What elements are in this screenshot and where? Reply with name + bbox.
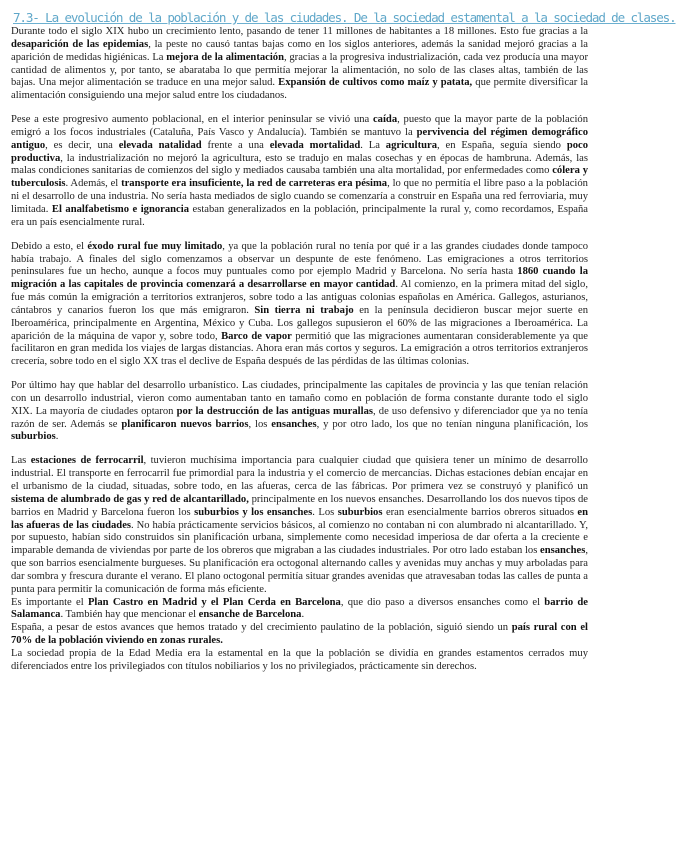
text-run: España, a pesar de estos avances que hemos tratado y del crecimiento paulatino de la población, siguió siendo un — [11, 622, 512, 634]
text-run: La sociedad propia de la Edad Media era la estamental en la que la población se dividía en grandes estamentos cerrados muy diferenciados entre los privilegiados con títulos nobiliarios y los no privilegiados, prácticamente sin derechos. — [11, 647, 588, 672]
bold-run: agricultura — [385, 139, 437, 151]
bold-run: suburbios — [337, 506, 383, 518]
bold-run: Plan Castro en Madrid y el Plan Cerda en Barcelona — [87, 596, 341, 608]
text-run: eran esencialmente barrios obreros situados — [382, 506, 578, 518]
text-run: . — [301, 609, 305, 621]
bold-run: 1860 cuando la migración a las capitales de provincia comenzará a desarrollarse en mayor cantidad — [11, 266, 588, 291]
text-run: , que dio paso a diversos ensanches como el — [340, 596, 545, 608]
bold-run: El analfabetismo e ignorancia — [51, 203, 189, 215]
text-run: Debido a esto, el — [11, 240, 88, 252]
text-run: Las — [11, 455, 31, 467]
paragraph-population-growth — [11, 26, 588, 103]
bold-run: planificaron nuevos barrios — [121, 418, 249, 430]
text-run: , que son barrios esencialmente burgueses. Su planificación era octogonal alternando calles y avenidas muy anchas y muy arboladas para dar sombra y frescura durante el verano. El plano octogonal permitía situar grandes avenidas que atravesaban todas las calles de punta a punta para permitir la comunicación de forma más eficiente. — [11, 545, 588, 595]
text-run: Por último hay que hablar del desarrollo urbanístico. Las ciudades, principalmente las capitales de provincia y las que tenían relación con un desarrollo industrial, vieron como aumentaban tanto en tamaño como en población de forma constante durante todo el siglo XIX. La mayoría de ciudades optaron — [11, 380, 588, 417]
paragraph-estate-society — [11, 648, 588, 674]
paragraph-urban-development — [11, 380, 588, 444]
bold-run: pervivencia del régimen demográfico antiguo — [11, 126, 588, 151]
bold-run: desaparición de las epidemias — [11, 38, 149, 50]
bold-run: barrio de Salamanca — [11, 596, 588, 621]
text-run: estaban generalizados en la población, principalmente la rural y, como recordamos, España era un país esencialmente rural. — [11, 203, 588, 228]
bold-run: sistema de alumbrado de gas y red de alcantarillado, — [11, 493, 249, 505]
text-run: , tuvieron muchísima importancia para cualquier ciudad que quisiera tener un mínimo de desarrollo industrial. El transporte en ferrocarril fue primordial para la industria y el comercio de mercancías. Dichas estaciones debían encajar en el urbanismo de la ciudad, situadas, sobre todo, en las afueras, cerca de las fábricas. Por primera vez se construyó y planificó un — [11, 455, 588, 492]
text-run: , en España, seguía siendo — [437, 139, 567, 151]
bold-run: ensanches — [540, 545, 586, 557]
paragraph-railway-stations — [11, 455, 588, 596]
text-run: , la peste no causó tantas bajas como en los siglos anteriores, además la sanidad mejoró gracias a la aparición de medidas higiénicas. La — [11, 38, 588, 63]
text-run: , lo que no permitía el libre paso a la población ni el desarrollo de una industria. No sería hasta mediados de siglo cuando se comenzaría a construir en España una red ferroviaria, muy limitada. — [11, 178, 588, 215]
paragraph-urban-plans — [11, 597, 588, 623]
bold-run: caída — [372, 114, 398, 126]
text-run: , de uso defensivo y diferenciador que ya no tenía razón de ser. Además se — [11, 405, 588, 430]
text-run: . Además, el — [65, 178, 122, 190]
text-run: . Los — [312, 506, 338, 518]
text-run: , puesto que la mayor parte de la población emigró a los focos industriales (Cataluña, País Vasco y Andalucía). También se mantuvo la — [11, 114, 588, 138]
text-run: , gracias a la progresiva industrialización, cada vez producía una mayor cantidad de alimentos y, por tanto, se abarataba lo que permitía mejorar la alimentación, no solo de las clases altas, también de las bajas. Una mejor alimentación se traduce en una mejor salud. — [11, 51, 589, 89]
text-run: Durante todo el siglo XIX hubo un crecimiento lento, pasando de tener 11 millones de habitantes a 18 millones. Esto fue gracias a la — [11, 26, 588, 37]
bold-run: Expansión de cultivos como maíz y patata, — [278, 77, 473, 89]
bold-run: por la destrucción de las antiguas murallas — [176, 405, 373, 417]
bold-run: ensanches — [271, 418, 317, 430]
paragraph-rural-exodus — [11, 241, 588, 369]
paragraph-rural-country — [11, 622, 588, 648]
text-run: . No había prácticamente servicios básicos, al comienzo no contaban ni con alumbrado ni alcantarillado. Y, por supuesto, habían sido construidos sin planificación urbana, simplemente como necesidad imperiosa de dar oferta a la creciente e imparable demanda de viviendas por parte de los obreros que migraban a las ciudades industriales. Por otro lado estaban los — [11, 519, 588, 557]
text-run: en la península decidieron buscar mejor suerte en Iberoamérica, principalmente en Argentina, México y Cuba. Los gallegos supusieron el 60% de las migraciones a Iberoamérica. La aparición de la máquina de vapor y, sobre todo, — [11, 304, 588, 342]
text-run: , los — [248, 418, 272, 430]
text-run: . La — [360, 139, 386, 151]
bold-run: estaciones de ferrocarril — [30, 455, 144, 467]
text-run: principalmente en los nuevos ensanches. Desarrollando los dos nuevos tipos de barrios en Madrid y Barcelona fueron los — [11, 493, 588, 518]
text-run: permitió que las migraciones aumentaran considerablemente ya que facilitaron en gran medida los viajes de largas distancias. Ahora eran más cortos y seguros. La emigración a otros territorios extranjeros crecería, sobre todo en el siglo XX tras el declive de España después de las pérdidas de las últimas colonias. — [11, 330, 588, 368]
text-run: , y por otro lado, los que no tenían ninguna planificación, los — [316, 418, 589, 430]
text-run: , ya que la población rural no tenía por qué ir a las grandes ciudades donde tampoco había trabajo. A finales del siglo comenzamos a observar un despunte de este fenómeno. Las emigraciones a otros territorios peninsulares fue un hecho, aunque a focos muy puntuales como por ejemplo Madrid y Barcelona. No sería hasta — [11, 240, 588, 278]
bold-run: suburbios y los ensanches — [194, 506, 313, 518]
bold-run: elevada natalidad — [118, 139, 202, 151]
text-run: , es decir, una — [45, 139, 119, 151]
bold-run: suburbios — [11, 431, 56, 443]
text-run: que permite diversificar la alimentación consiguiendo una mejor salud entre los ciudadanos. — [11, 77, 589, 102]
paragraph-interior-decline — [11, 114, 588, 230]
bold-run: elevada mortalidad — [269, 139, 361, 151]
bold-run: en las afueras de las ciudades — [11, 506, 589, 531]
text-run: , la industrialización no mejoró la agricultura, esto se tradujo en malas cosechas y en épocas de hambruna. Además, las malas condiciones sanitarias de comienzos del siglo y mediados causaba también una alta mortalidad, por enfermedades como — [11, 152, 588, 177]
text-run: Pese a este progresivo aumento poblacional, en el interior peninsular se vivió una — [11, 114, 373, 126]
bold-run: Barco de vapor — [221, 330, 292, 342]
text-run: frente a una — [201, 139, 270, 151]
bold-run: ensanche de Barcelona — [198, 609, 302, 621]
bold-run: cólera y tuberculosis — [11, 165, 588, 190]
text-run: . Al comienzo, en la primera mitad del siglo, fue más común la emigración a territorios extranjeros, sobre todo a las antiguas colonias españolas en América. Gallegos, asturianos, cántabros y canarios fueron los que más emigraron. — [11, 279, 588, 316]
text-run: . También hay que mencionar el — [60, 609, 199, 621]
bold-run: país rural con el 70% de la población viviendo en zonas rurales. — [11, 622, 588, 647]
bold-run: poco productiva — [11, 139, 588, 164]
bold-run: Sin tierra ni trabajo — [254, 304, 354, 316]
text-run: . — [55, 431, 59, 443]
bold-run: mejora de la alimentación — [166, 51, 284, 63]
section-title: 7.3- La evolución de la población y de las ciudades. De la sociedad estamental a la sociedad de clases. — [13, 10, 676, 25]
text-run: Es importante el — [11, 596, 88, 608]
bold-run: transporte era insuficiente, la red de carreteras era pésima — [121, 178, 388, 190]
bold-run: éxodo rural fue muy limitado — [87, 240, 223, 252]
